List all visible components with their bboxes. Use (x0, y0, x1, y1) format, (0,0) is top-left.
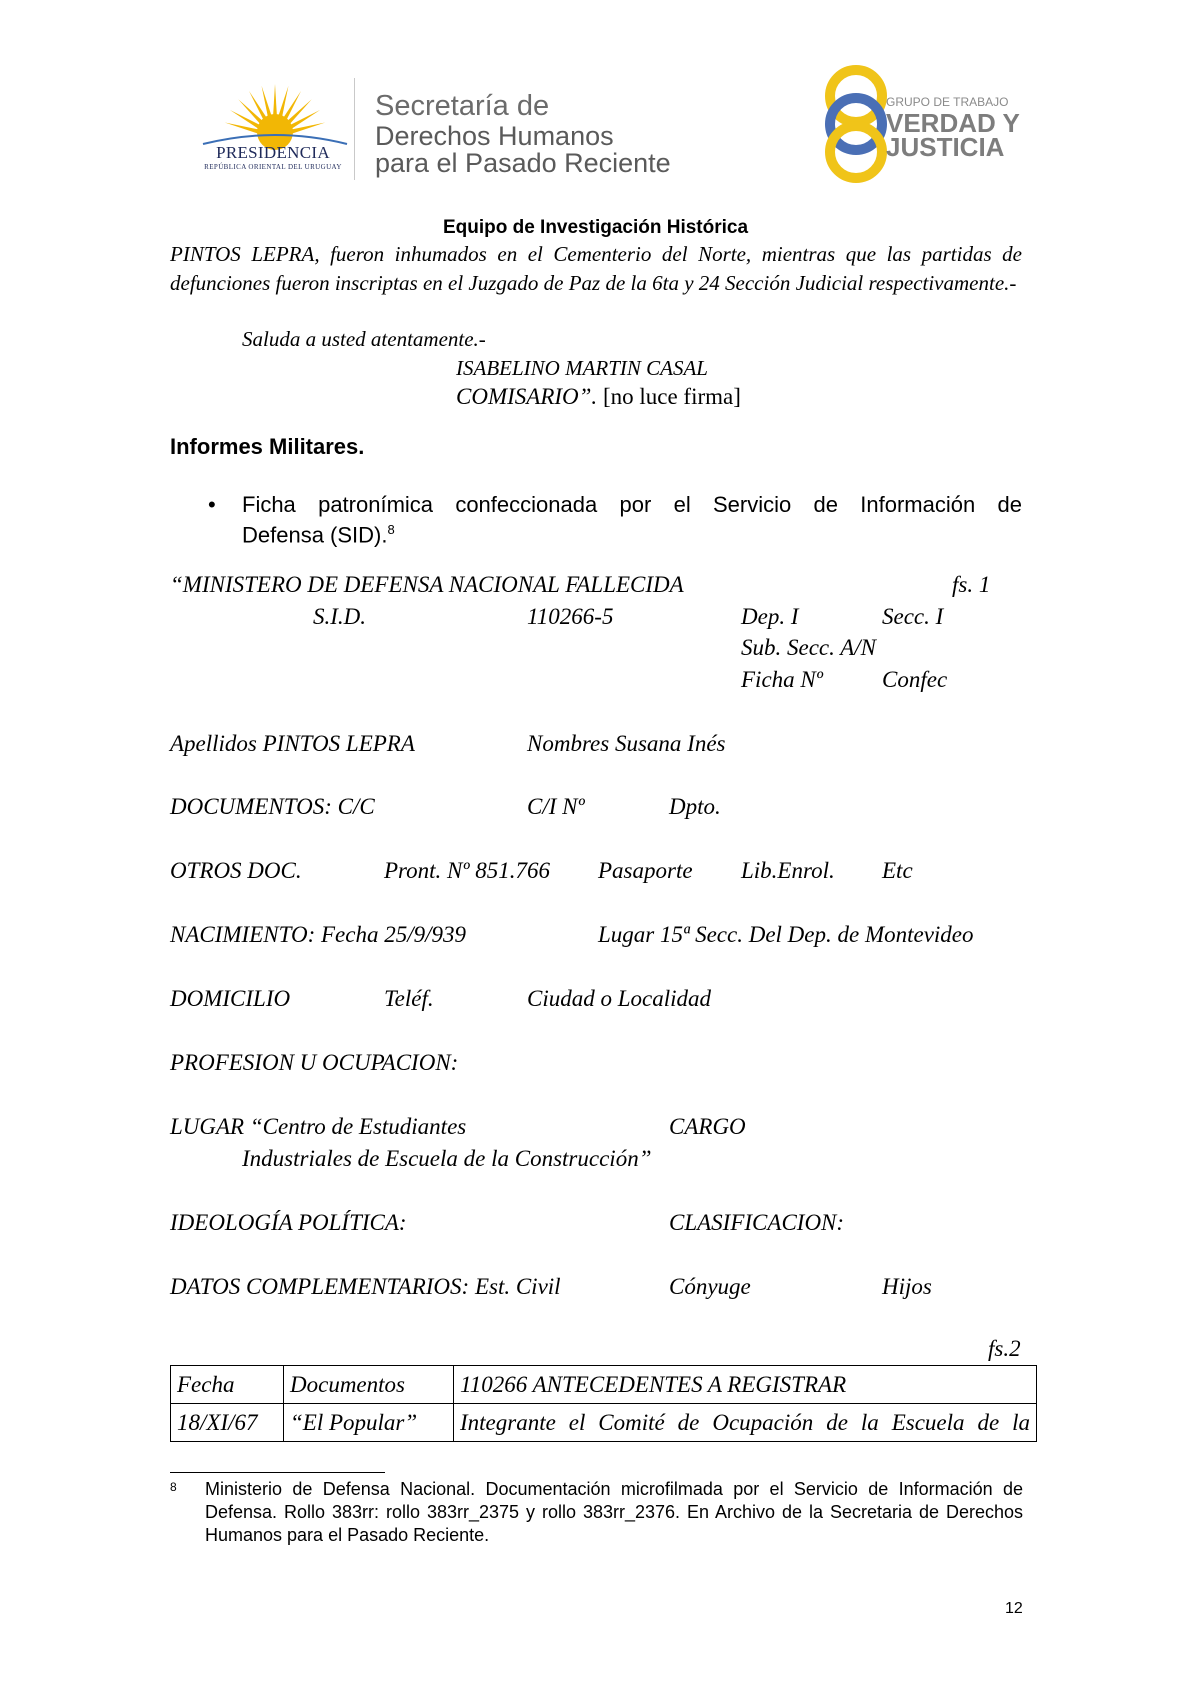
form-nacimiento: NACIMIENTO: Fecha 25/9/939 (170, 922, 466, 947)
table-header-fecha: Fecha (171, 1366, 284, 1404)
form-apellidos: Apellidos PINTOS LEPRA (170, 731, 415, 756)
closing-text: Saluda a usted atentamente.- (242, 327, 486, 351)
form-telef: Teléf. (384, 986, 434, 1011)
form-etc: Etc (882, 858, 913, 883)
bullet-line-2-text: Defensa (SID). (242, 522, 388, 548)
form-secc: Secc. I (882, 604, 944, 629)
form-hijos: Hijos (882, 1274, 932, 1299)
presidencia-sublabel: REPÚBLICA ORIENTAL DEL URUGUAY (204, 163, 342, 171)
form-lugar: LUGAR “Centro de Estudiantes (170, 1114, 467, 1139)
section-heading: Informes Militares. (170, 434, 365, 459)
grupo-label-3: JUSTICIA (886, 132, 1005, 162)
table-cell-documentos: “El Popular” (284, 1404, 454, 1442)
presidencia-label: PRESIDENCIA (216, 143, 330, 162)
form-cargo: CARGO (669, 1114, 746, 1139)
header-divider (354, 78, 355, 180)
bullet-line-1: Ficha patronímica confeccionada por el Servicio de Información de (242, 492, 1022, 517)
page-number: 12 (1005, 1600, 1023, 1617)
table-row (171, 1404, 1037, 1442)
form-profesion: PROFESION U OCUPACION: (170, 1050, 459, 1075)
form-subsecc: Sub. Secc. A/N (741, 635, 876, 660)
signature-note: [no luce firma] (602, 384, 741, 409)
secretaria-line-1: Secretaría de (375, 90, 550, 122)
bullet-symbol: • (208, 492, 216, 517)
grupo-label-1: GRUPO DE TRABAJO (886, 95, 1009, 109)
form-ideologia: IDEOLOGÍA POLÍTICA: (170, 1210, 407, 1235)
table-cell-antecedentes: Integrante el Comité de Ocupación de la Escuela de la (454, 1404, 1037, 1442)
form-lugar-cont: Industriales de Escuela de la Construcción” (242, 1146, 652, 1171)
form-nombres: Nombres Susana Inés (527, 731, 726, 756)
form-fs2: fs.2 (988, 1336, 1021, 1361)
form-ci: C/I Nº (527, 794, 585, 819)
footnote-text: Ministerio de Defensa Nacional. Documentación microfilmada por el Servicio de Información de Defensa. Rollo 383rr: rollo 383rr_2375 y rollo 383rr_2376. En Archivo de la Secretaria de Derechos Humanos para el Pasado Reciente. (205, 1479, 1023, 1545)
form-dpto: Dpto. (669, 794, 721, 819)
signature-name: ISABELINO MARTIN CASAL (456, 356, 708, 380)
footnote-number: 8 (170, 1480, 177, 1494)
form-confec: Confec (882, 667, 948, 692)
section-header: Equipo de Investigación Histórica (442, 217, 749, 238)
form-pasaporte: Pasaporte (598, 858, 693, 883)
antecedentes-table (170, 1365, 1037, 1442)
form-pront: Pront. Nº 851.766 (384, 858, 551, 883)
table-cell-fecha: 18/XI/67 (171, 1404, 284, 1442)
form-fs1: fs. 1 (952, 572, 991, 597)
form-otros: OTROS DOC. (170, 858, 302, 883)
secretaria-line-2: Derechos Humanos (375, 121, 614, 151)
form-conyuge: Cónyuge (669, 1274, 751, 1299)
table-header-documentos: Documentos (284, 1366, 454, 1404)
form-domicilio: DOMICILIO (170, 986, 291, 1011)
form-ciudad: Ciudad o Localidad (527, 986, 712, 1011)
footnote-ref[interactable]: 8 (387, 522, 395, 537)
form-ficha: Ficha Nº (741, 667, 823, 692)
intro-paragraph: PINTOS LEPRA, fueron inhumados en el Cementerio del Norte, mientras que las partidas de defunciones fueron inscriptas en el Juzgado de Paz de la 6ta y 24 Sección Judicial respectivamente.- (170, 242, 1022, 295)
form-clasificacion: CLASIFICACION: (669, 1210, 845, 1235)
footnote-rule (170, 1472, 385, 1473)
form-dep: Dep. I (741, 604, 799, 629)
grupo-label-2: VERDAD Y (886, 108, 1020, 138)
form-documentos: DOCUMENTOS: C/C (170, 794, 375, 819)
form-sid: S.I.D. (313, 604, 367, 629)
table-header-row (171, 1366, 1037, 1404)
secretaria-line-3: para el Pasado Reciente (375, 148, 671, 178)
bullet-line-2 (242, 522, 395, 548)
table-header-antecedentes: 110266 ANTECEDENTES A REGISTRAR (454, 1366, 1037, 1404)
signature-title: COMISARIO”. (456, 384, 598, 409)
form-ministerio: “MINISTERO DE DEFENSA NACIONAL FALLECIDA (170, 572, 684, 597)
signature-line (456, 384, 741, 410)
form-code: 110266-5 (527, 604, 614, 629)
form-datos: DATOS COMPLEMENTARIOS: Est. Civil (170, 1274, 561, 1299)
form-libenrol: Lib.Enrol. (741, 858, 835, 883)
form-lugar-nac: Lugar 15ª Secc. Del Dep. de Montevideo (598, 922, 974, 947)
